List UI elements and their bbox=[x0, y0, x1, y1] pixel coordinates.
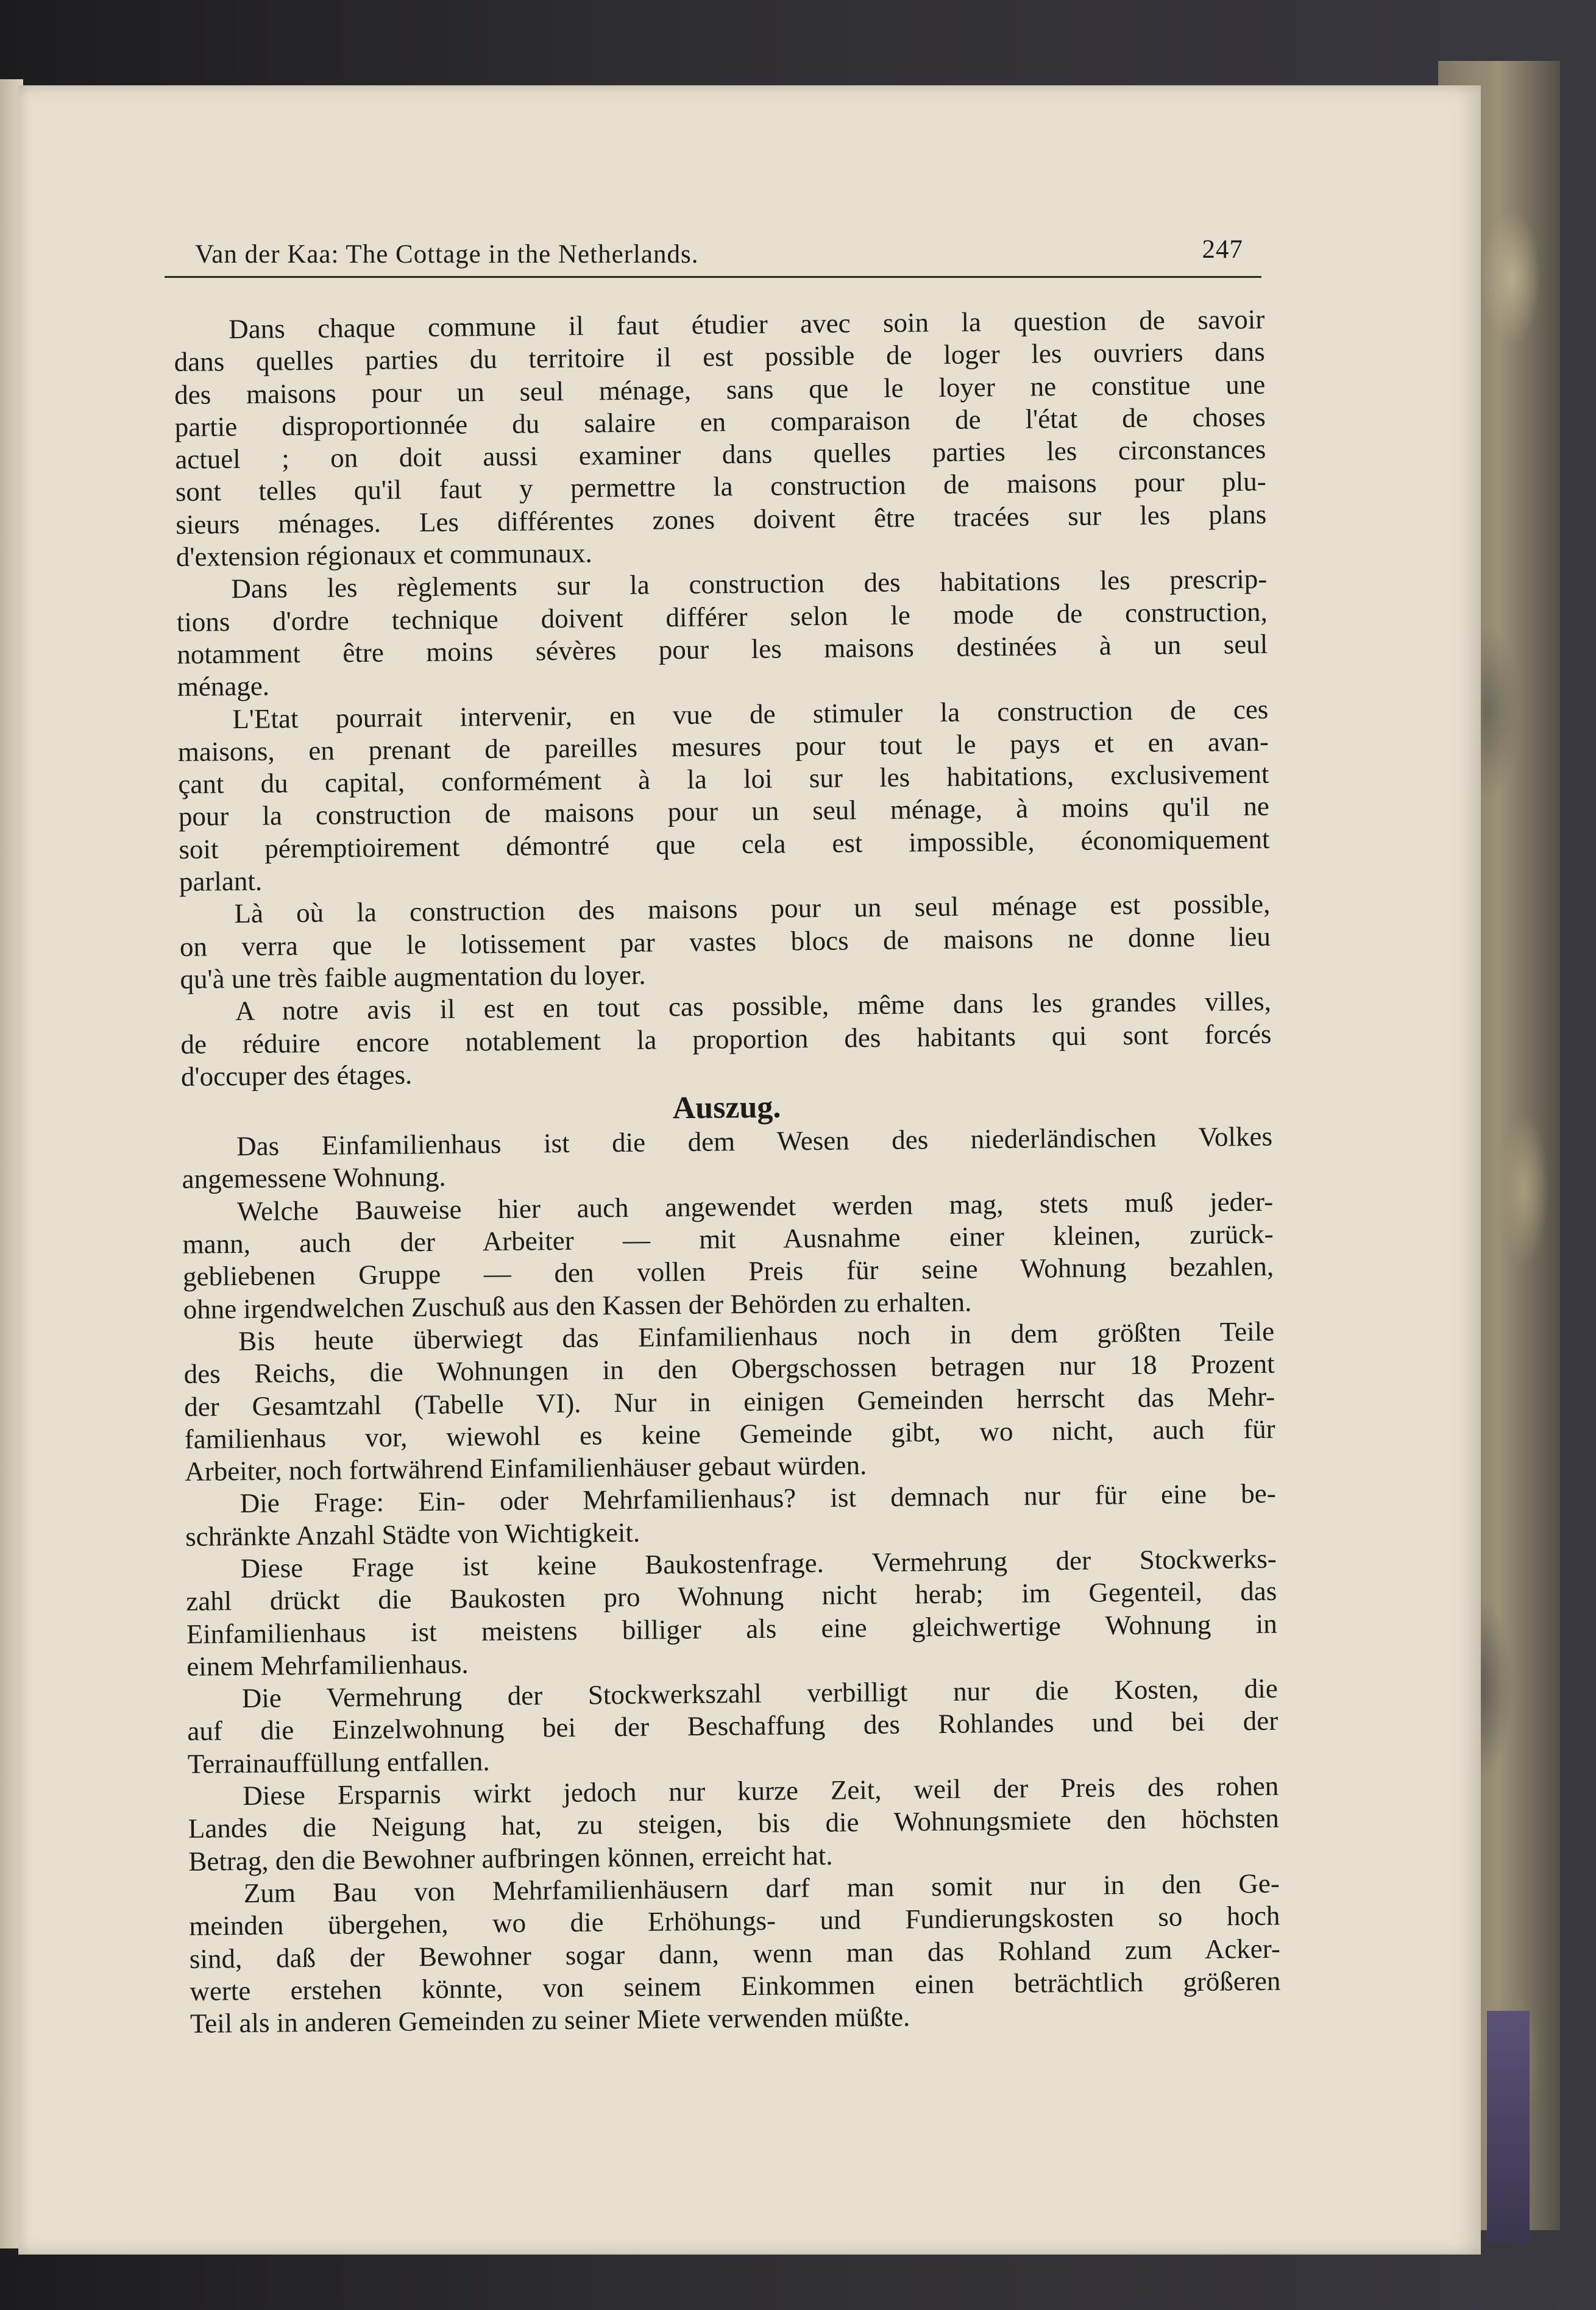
text-line: werte erstehen könnte, von seinem Einkommen einen beträchtlich größeren bbox=[190, 1965, 1281, 2007]
text-line: d'extension régionaux et communaux. bbox=[176, 537, 592, 573]
text-line: Zum Bau von Mehrfamilienhäusern darf man somit nur in den Ge- bbox=[243, 1868, 1280, 1908]
text-line: soit péremptioirement démontré que cela est impossible, économiquement bbox=[179, 823, 1270, 865]
text-line: çant du capital, conformément à la loi sur les habitations, exclusivement bbox=[178, 758, 1269, 800]
text-line: Betrag, den die Bewohner aufbringen können, erreicht hat. bbox=[188, 1840, 833, 1877]
text-line: schränkte Anzahl Städte von Wichtigkeit. bbox=[185, 1517, 640, 1552]
text-line: on verra que le lotissement par vastes blocs de maisons ne donne lieu bbox=[179, 921, 1271, 962]
text-line: partie disproportionnée du salaire en comparaison de l'état de choses bbox=[174, 401, 1266, 442]
text-line: familienhaus vor, wiewohl es keine Gemeinde gibt, wo nicht, auch für bbox=[184, 1413, 1275, 1454]
text-line: actuel ; on doit aussi examiner dans quelles parties les circonstances bbox=[175, 433, 1266, 475]
page-number: 247 bbox=[1202, 235, 1243, 264]
text-line: zahl drückt die Baukosten pro Wohnung nicht herab; im Gegenteil, das bbox=[186, 1576, 1277, 1617]
text-line: qu'à une très faible augmentation du loyer. bbox=[180, 959, 646, 994]
text-line: meinden übergehen, wo die Erhöhungs- und Fundierungskosten so hoch bbox=[189, 1900, 1280, 1942]
text-line: Teil als in anderen Gemeinden zu seiner Miete verwenden müßte. bbox=[190, 2001, 910, 2039]
text-line: sont telles qu'il faut y permettre la construction de maisons pour plu- bbox=[175, 466, 1266, 508]
text-line: des Reichs, die Wohnungen in den Obergschossen betragen nur 18 Prozent bbox=[183, 1348, 1275, 1390]
book-cover-corner bbox=[1487, 2011, 1530, 2242]
text-line: Die Frage: Ein- oder Mehrfamilienhaus? ist demnach nur für eine be- bbox=[239, 1478, 1276, 1519]
text-line: Die Vermehrung der Stockwerkszahl verbilligt nur die Kosten, die bbox=[241, 1673, 1278, 1714]
book-page bbox=[18, 85, 1481, 2255]
text-line: L'Etat pourrait intervenir, en vue de stimuler la construction de ces bbox=[232, 693, 1269, 734]
text-line: Einfamilienhaus ist meistens billiger als eine gleichwertige Wohnung in bbox=[186, 1608, 1277, 1649]
text-line: notamment être moins sévères pour les maisons destinées à un seul bbox=[177, 628, 1268, 670]
text-line: gebliebenen Gruppe — den vollen Preis für seine Wohnung bezahlen, bbox=[182, 1251, 1274, 1292]
text-line: sieurs ménages. Les différentes zones doivent être tracées sur les plans bbox=[176, 498, 1267, 540]
text-line: des maisons pour un seul ménage, sans que le loyer ne constitue une bbox=[174, 369, 1266, 410]
text-line: angemessene Wohnung. bbox=[182, 1161, 446, 1195]
german-summary bbox=[182, 1121, 1281, 2040]
text-line: tions d'ordre technique doivent différer selon le mode de construction, bbox=[176, 596, 1268, 637]
text-line: Dans chaque commune il faut étudier avec soin la question de savoir bbox=[229, 303, 1265, 345]
text-line: Là où la construction des maisons pour un seul ménage est possible, bbox=[234, 888, 1271, 929]
running-header bbox=[183, 235, 1255, 271]
text-line: sind, daß der Bewohner sogar dann, wenn man das Rohland zum Acker- bbox=[189, 1933, 1281, 1974]
text-line: ohne irgendwelchen Zuschuß aus den Kassen der Behörden zu erhalten. bbox=[183, 1286, 972, 1325]
text-line: ménage. bbox=[177, 670, 270, 703]
section-heading: Auszug. bbox=[672, 1089, 781, 1126]
text-line: auf die Einzelwohnung bei der Beschaffung des Rohlandes und bei der bbox=[187, 1706, 1279, 1747]
text-line: Welche Bauweise hier auch angewendet werden mag, stets muß jeder- bbox=[236, 1186, 1274, 1227]
text-line: Terrainauffüllung entfallen. bbox=[187, 1745, 490, 1779]
page-body bbox=[174, 303, 1281, 2040]
text-line: Das Einfamilienhaus ist die dem Wesen des niederländischen Volkes bbox=[236, 1121, 1273, 1162]
text-line: einem Mehrfamilienhaus. bbox=[186, 1648, 469, 1682]
text-line: d'occuper des étages. bbox=[180, 1059, 413, 1092]
text-line: Diese Ersparnis wirkt jedoch nur kurze Zeit, weil der Preis des rohen bbox=[243, 1770, 1279, 1812]
header-rule bbox=[165, 276, 1261, 278]
text-line: Dans les règlements sur la construction des habitations les prescrip- bbox=[231, 564, 1268, 604]
text-line: Landes die Neigung hat, zu steigen, bis die Wohnungsmiete den höchsten bbox=[188, 1803, 1280, 1844]
text-line: der Gesamtzahl (Tabelle VI). Nur in einigen Gemeinden herrscht das Mehr- bbox=[183, 1381, 1275, 1422]
text-line: parlant. bbox=[179, 865, 263, 898]
text-line: Diese Frage ist keine Baukostenfrage. Vermehrung der Stockwerks- bbox=[240, 1543, 1277, 1584]
text-line: dans quelles parties du territoire il est possible de loger les ouvriers dans bbox=[174, 336, 1265, 378]
text-line: A notre avis il est en tout cas possible, même dans les grandes villes, bbox=[235, 986, 1272, 1027]
text-line: pour la construction de maisons pour un seul ménage, à moins qu'il ne bbox=[178, 791, 1270, 832]
french-summary bbox=[174, 303, 1272, 1093]
running-title: Van der Kaa: The Cottage in the Netherlands. bbox=[195, 240, 699, 269]
text-line: maisons, en prenant de pareilles mesures pour tout le pays et en avan- bbox=[177, 726, 1269, 767]
text-line: Bis heute überwiegt das Einfamilienhaus noch in dem größten Teile bbox=[238, 1316, 1275, 1356]
text-line: mann, auch der Arbeiter — mit Ausnahme einer kleinen, zurück- bbox=[182, 1218, 1274, 1260]
text-line: de réduire encore notablement la proportion des habitants qui sont forcés bbox=[180, 1018, 1272, 1060]
text-line: Arbeiter, noch fortwährend Einfamilienhäuser gebaut würden. bbox=[184, 1450, 867, 1487]
